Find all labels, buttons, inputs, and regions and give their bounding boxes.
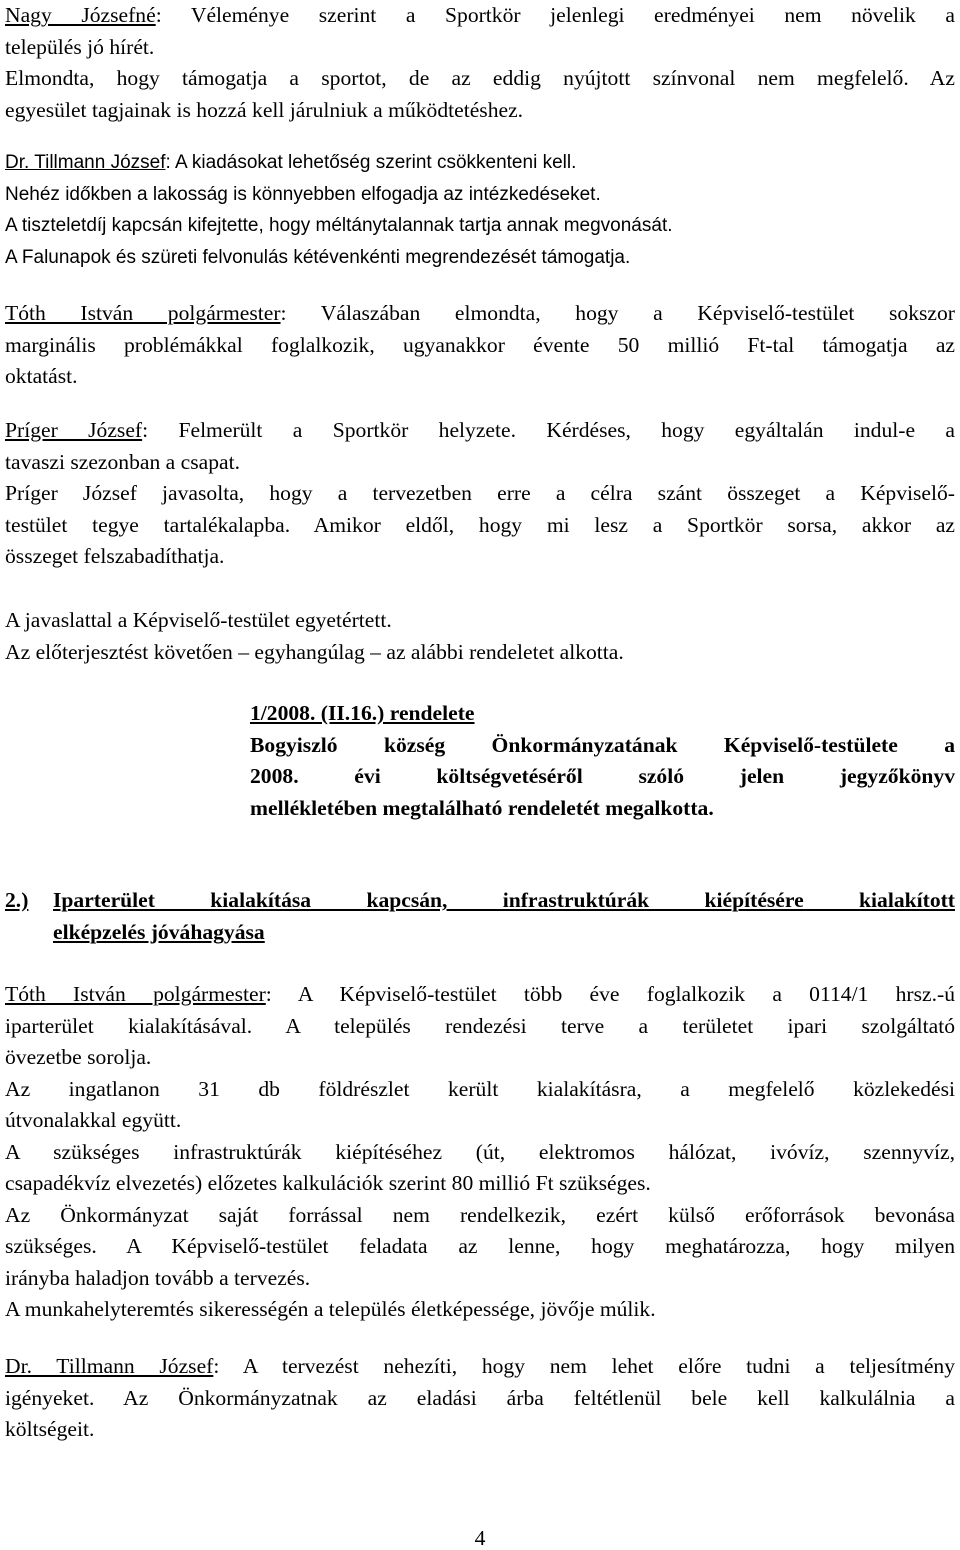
page-number: 4 [474, 1526, 486, 1550]
paragraph-priger: Príger József: Felmerült a Sportkör helyzete. Kérdéses, hogy egyáltalán indul-e a tavaszi szezonban a csapat. Príger József javasolta, hogy a tervezetben erre a célra szánt összeget a Képviselő- testület tegye tartalékalapba. Amikor eldől, hogy mi lesz a Sportkör sorsa, akkor az összeget felszabadíthatja. [5, 415, 955, 573]
text-line: iparterület kialakításával. A település rendezési terve a területet ipari szolgáltató [5, 1013, 955, 1038]
text-line: költségeit. [5, 1417, 95, 1441]
text-line: irányba haladjon tovább a tervezés. [5, 1265, 311, 1290]
text-line: Válaszában elmondta, hogy a Képviselő-testület sokszor [320, 301, 955, 325]
text-line: Felmerült a Sportkör helyzete. Kérdéses, hogy egyáltalán indul-e a [178, 418, 955, 442]
resolution-number: 1/2008. (II.16.) rendelete [250, 701, 475, 725]
text-line: testület tegye tartalékalapba. Amikor eldől, hogy mi lesz a Sportkör sorsa, akkor az [5, 512, 955, 537]
speaker-name: Dr. Tillmann József [5, 1354, 214, 1378]
text-line: Az előterjesztést követően – egyhangúlag – az alábbi rendeletet alkotta. [5, 639, 624, 664]
text-line: övezetbe sorolja. [5, 1045, 152, 1069]
text-line: igényeket. Az Önkormányzatnak az eladási árba feltétlenül bele kell kalkulálnia a [5, 1385, 955, 1410]
resolution-line: mellékletében megtalálható rendeletét megalkotta. [250, 795, 714, 820]
text-line: A tervezést nehezíti, hogy nem lehet előre tudni a teljesítmény [242, 1354, 955, 1378]
resolution-line: Bogyiszló község Önkormányzatának Képviselő-testülete a [250, 732, 955, 757]
speaker-name: Tóth István polgármester [5, 301, 281, 325]
text-line: Elmondta, hogy támogatja a sportot, de az eddig nyújtott színvonal nem megfelelő. Az [5, 66, 955, 90]
text-line: A Képviselő-testület több éve foglalkozik a 0114/1 hrsz.-ú [297, 982, 955, 1006]
text-line: szükséges. A Képviselő-testület feladata az lenne, hogy meghatározza, hogy milyen [5, 1234, 955, 1258]
resolution-line: 2008. évi költségvetéséről szóló jelen jegyzőkönyv [250, 764, 955, 788]
text-line: A kiadásokat lehetőség szerint csökkenteni kell. [175, 152, 577, 173]
speaker-name: Príger József [5, 418, 143, 442]
text-line: Az ingatlanon 31 db földrészlet került kialakításra, a megfelelő közlekedési [5, 1076, 955, 1101]
agenda-number: 2.) [5, 888, 29, 912]
speaker-name: Dr. Tillmann József [5, 152, 166, 173]
speaker-name: Tóth István polgármester [5, 982, 266, 1006]
text-line: tavaszi szezonban a csapat. [5, 449, 241, 474]
agenda-title-line: Iparterület kialakítása kapcsán, infrastruktúrák kiépítésére kialakított [53, 888, 955, 912]
paragraph-decision [5, 605, 955, 668]
text-line: oktatást. [5, 364, 78, 388]
text-line: egyesület tagjainak is hozzá kell járulniuk a működtetéshez. [5, 97, 524, 122]
paragraph-tillmann-2: Dr. Tillmann József: A tervezést nehezíti, hogy nem lehet előre tudni a teljesítmény igényeket. Az Önkormányzatnak az eladási árba feltétlenül bele kell kalkulálnia a költségeit. [5, 1351, 955, 1446]
paragraph-toth-2: Tóth István polgármester: A Képviselő-testület több éve foglalkozik a 0114/1 hrsz.-ú iparterület kialakításával. A település rendezési terve a területet ipari szolgáltató övezetbe sorolja. Az ingatlanon 31 db földrészlet került kialakításra, a megfelelő közlekedési útvonalakkal együtt. A szükséges infrastruktúrák kiépítéséhez (út, elektromos hálózat, ivóvíz, szennyvíz, csapadékvíz elvezetés) előzetes kalkulációk szerint 80 millió Ft szükséges. Az Önkormányzat saját forrással nem rendelkezik, ezért külső erőforrások bevonása szükséges. A Képviselő-testület feladata az lenne, hogy meghatározza, hogy milyen irányba haladjon tovább a tervezés. A munkahelyteremtés sikerességén a település életképessége, jövője múlik. [5, 979, 955, 1326]
agenda-title-line: elképzelés jóváhagyása [53, 919, 265, 944]
text-line: csapadékvíz elvezetés) előzetes kalkulációk szerint 80 millió Ft szükséges. [5, 1171, 651, 1195]
agenda-heading [5, 885, 955, 948]
text-line: A Falunapok és szüreti felvonulás kétévenkénti megrendezését támogatja. [5, 246, 631, 268]
text-line: Az Önkormányzat saját forrással nem rendelkezik, ezért külső erőforrások bevonása [5, 1202, 955, 1227]
paragraph-nagy-jozsefne: Nagy Józsefné: Véleménye szerint a Sportkör jelenlegi eredményei nem növelik a település jó hírét. Elmondta, hogy támogatja a sportot, de az eddig nyújtott színvonal nem megfelelő. Az egyesület tagjainak is hozzá kell járulniuk a működtetéshez. [5, 0, 955, 126]
text-line: A javaslattal a Képviselő-testület egyetértett. [5, 608, 392, 632]
text-line: útvonalakkal együtt. [5, 1108, 182, 1132]
text-line: marginális problémákkal foglalkozik, ugyanakkor évente 50 millió Ft-tal támogatja az [5, 332, 955, 357]
text-line: összeget felszabadíthatja. [5, 544, 225, 568]
text-line: A munkahelyteremtés sikerességén a település életképessége, jövője múlik. [5, 1297, 656, 1321]
text-line: Nehéz időkben a lakosság is könnyebben elfogadja az intézkedéseket. [5, 183, 601, 205]
text-line: Príger József javasolta, hogy a tervezetben erre a célra szánt összeget a Képviselő- [5, 481, 955, 505]
text-line: település jó hírét. [5, 34, 155, 59]
speaker-name: Nagy Józsefné [5, 3, 156, 27]
paragraph-toth-1: Tóth István polgármester: Válaszában elmondta, hogy a Képviselő-testület sokszor marginális problémákkal foglalkozik, ugyanakkor évente 50 millió Ft-tal támogatja az oktatást. [5, 298, 955, 393]
text-line: Véleménye szerint a Sportkör jelenlegi eredményei nem növelik a [190, 3, 955, 27]
paragraph-tillmann-1: Dr. Tillmann József: A kiadásokat lehetőség szerint csökkenteni kell. Nehéz időkben a lakosság is könnyebben elfogadja az intézkedéseket. A tiszteletdíj kapcsán kifejtette, hogy méltánytalannak tartja annak megvonását. A Falunapok és szüreti felvonulás kétévenkénti megrendezését támogatja. [5, 147, 955, 273]
text-line: A tiszteletdíj kapcsán kifejtette, hogy méltánytalannak tartja annak megvonását. [5, 215, 673, 236]
resolution-block [250, 698, 955, 824]
text-line: A szükséges infrastruktúrák kiépítéséhez (út, elektromos hálózat, ivóvíz, szennyvíz, [5, 1139, 955, 1164]
